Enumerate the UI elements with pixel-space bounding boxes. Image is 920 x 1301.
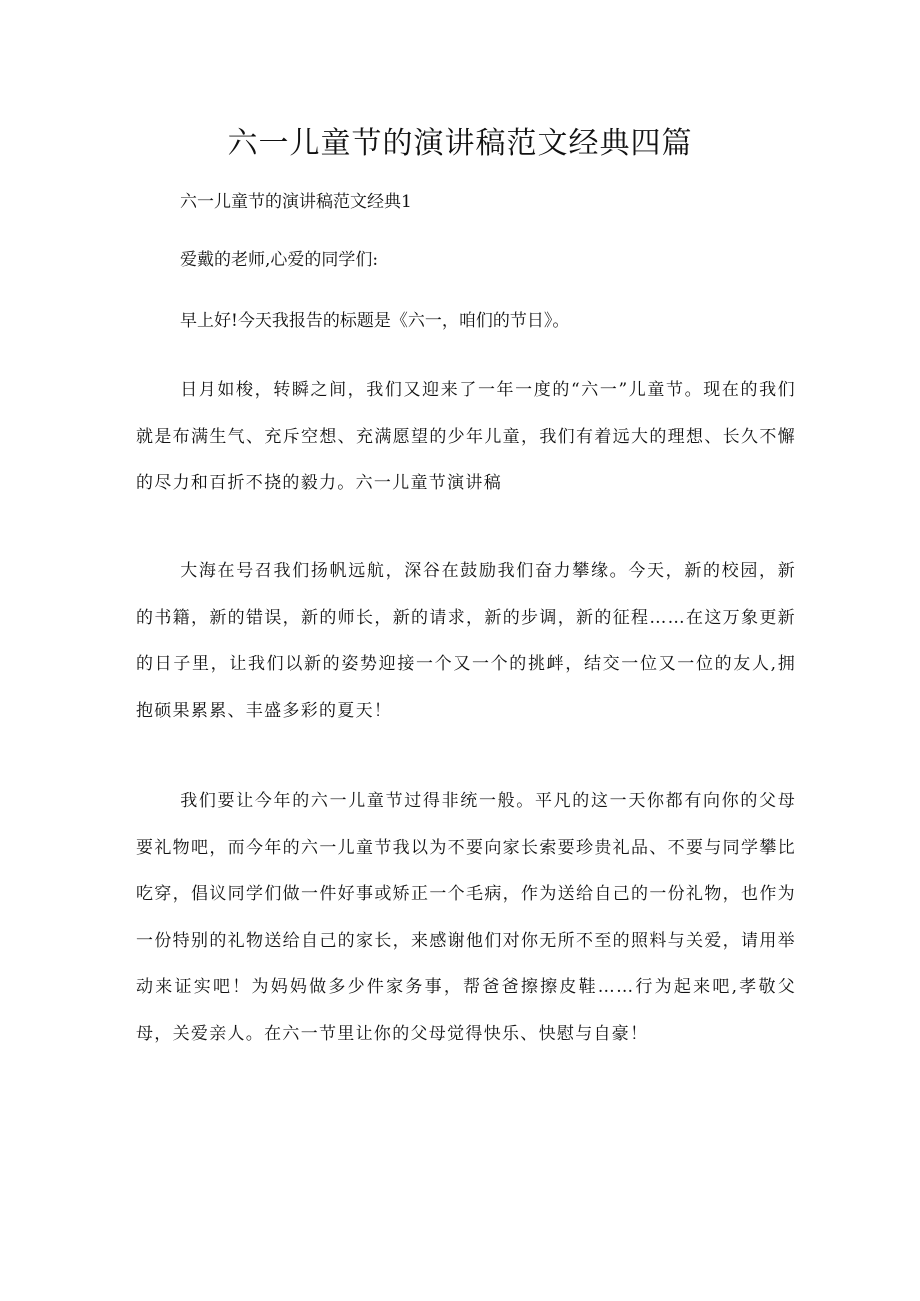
paragraph-3: 我们要让今年的六一儿童节过得非统一般。平凡的这一天你都有向你的父母要礼物吧，而今年的六一儿童节我以为不要向家长索要珍贵礼品、不要与同学攀比吃穿，倡议同学们做一件好事或矫正一个毛病，作为送给自己的一份礼物，也作为一份特别的礼物送给自己的家长，来感谢他们对你无所不至的照料与关爱，请用举动来证实吧！为妈妈做多少件家务事，帮爸爸擦擦皮鞋……行为起来吧,孝敬父母，关爱亲人。在六一节里让你的父母觉得快乐、快慰与自豪！ <box>136 791 796 1044</box>
paragraph-2: 大海在号召我们扬帆远航，深谷在鼓励我们奋力攀缘。今天，新的校园，新的书籍，新的错误，新的师长，新的请求，新的步调，新的征程……在这万象更新的日子里，让我们以新的姿势迎接一个又一个的挑衅，结交一位又一位的友人,拥抱硕果累累、丰盛多彩的夏天！ <box>136 561 796 721</box>
document-title: 六一儿童节的演讲稿范文经典四篇 <box>227 126 693 161</box>
paragraph-1: 日月如梭，转瞬之间，我们又迎来了一年一度的“六一”儿童节。现在的我们就是布满生气、充斥空想、充满愿望的少年儿童，我们有着远大的理想、长久不懈的尽力和百折不挠的毅力。六一儿童节演讲稿 <box>136 380 796 494</box>
greeting-line: 爱戴的老师,心爱的同学们: <box>180 250 379 270</box>
opening-line: 早上好!今天我报告的标题是《六一，咱们的节日》。 <box>180 311 570 331</box>
section-heading: 六一儿童节的演讲稿范文经典1 <box>180 192 412 212</box>
